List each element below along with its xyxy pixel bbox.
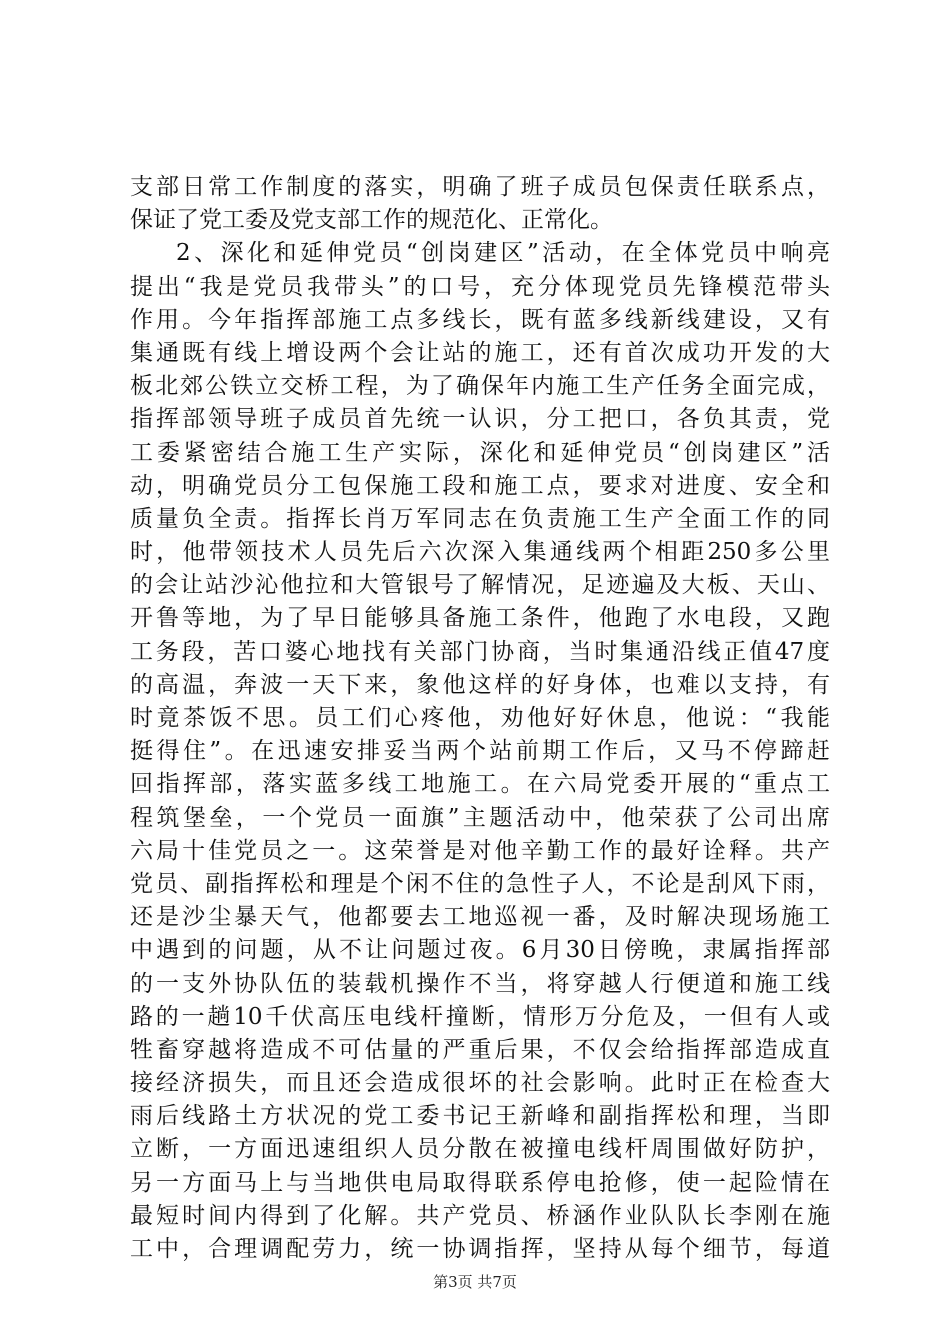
text-line: 中遇到的问题，从不让问题过夜。6月30日傍晚，隶属指挥部 <box>130 937 830 964</box>
text-line: 党员、副指挥松和理是个闲不住的急性子人，不论是刮风下雨， <box>130 870 830 897</box>
text-line: 立断，一方面迅速组织人员分散在被撞电线杆周围做好防护， <box>130 1136 830 1163</box>
text-line: 指挥部领导班子成员首先统一认识，分工把口，各负其责，党 <box>130 406 830 433</box>
page-footer <box>0 1272 950 1292</box>
text-line: 路的一趟10千伏高压电线杆撞断，情形万分危及，一但有人或 <box>130 1003 830 1030</box>
text-line: 挺得住”。在迅速安排妥当两个站前期工作后，又马不停蹄赶 <box>130 738 830 765</box>
text-line: 开鲁等地，为了早日能够具备施工条件，他跑了水电段，又跑 <box>130 605 830 632</box>
document-body <box>130 171 830 1266</box>
text-line: 回指挥部，落实蓝多线工地施工。在六局党委开展的“重点工 <box>130 771 830 798</box>
text-line: 最短时间内得到了化解。共产党员、桥涵作业队队长李刚在施 <box>130 1202 830 1229</box>
text-line: 时，他带领技术人员先后六次深入集通线两个相距250多公里 <box>130 539 830 566</box>
text-line: 另一方面马上与当地供电局取得联系停电抢修，使一起险情在 <box>130 1169 830 1196</box>
text-line: 集通既有线上增设两个会让站的施工，还有首次成功开发的大 <box>130 339 830 366</box>
text-line: 质量负全责。指挥长肖万军同志在负责施工生产全面工作的同 <box>130 505 830 532</box>
text-line: 支部日常工作制度的落实，明确了班子成员包保责任联系点， <box>130 174 830 200</box>
text-line: 的一支外协队伍的装载机操作不当，将穿越人行便道和施工线 <box>130 970 830 997</box>
text-line: 工务段，苦口婆心地找有关部门协商，当时集通沿线正值47度 <box>130 638 830 665</box>
paragraph-first-line: 2、深化和延伸党员“创岗建区”活动，在全体党员中响亮 <box>176 240 830 267</box>
text-line: 作用。今年指挥部施工点多线长，既有蓝多线新线建设，又有 <box>130 306 830 333</box>
text-line: 工委紧密结合施工生产实际，深化和延伸党员“创岗建区”活 <box>130 439 830 466</box>
text-line: 的高温，奔波一天下来，象他这样的好身体，也难以支持，有 <box>130 671 830 698</box>
text-line: 雨后线路土方状况的党工委书记王新峰和副指挥松和理，当即 <box>130 1103 830 1130</box>
text-line: 时竟茶饭不思。员工们心疼他，劝他好好休息，他说：“我能 <box>130 705 830 731</box>
text-line: 提出“我是党员我带头”的口号，充分体现党员先锋模范带头 <box>130 273 830 300</box>
text-line: 接经济损失，而且还会造成很坏的社会影响。此时正在检查大 <box>130 1070 830 1097</box>
text-line: 还是沙尘暴天气，他都要去工地巡视一番，及时解决现场施工 <box>130 904 830 931</box>
text-line: 牲畜穿越将造成不可估量的严重后果，不仅会给指挥部造成直 <box>130 1036 830 1063</box>
text-line: 程筑堡垒，一个党员一面旗”主题活动中，他荣获了公司出席 <box>130 804 830 831</box>
text-line: 的会让站沙沁他拉和大管银号了解情况，足迹遍及大板、天山、 <box>130 572 830 599</box>
text-line: 动，明确党员分工包保施工段和施工点，要求对进度、安全和 <box>130 472 830 499</box>
text-line: 保证了党工委及党支部工作的规范化、正常化。 <box>130 207 613 234</box>
text-line: 板北郊公铁立交桥工程，为了确保年内施工生产任务全面完成， <box>130 373 830 400</box>
page-number: 第3页 共7页 <box>433 1273 517 1291</box>
text-line: 六局十佳党员之一。这荣誉是对他辛勤工作的最好诠释。共产 <box>130 837 830 864</box>
text-line: 工中，合理调配劳力，统一协调指挥，坚持从每个细节，每道 <box>130 1236 830 1262</box>
